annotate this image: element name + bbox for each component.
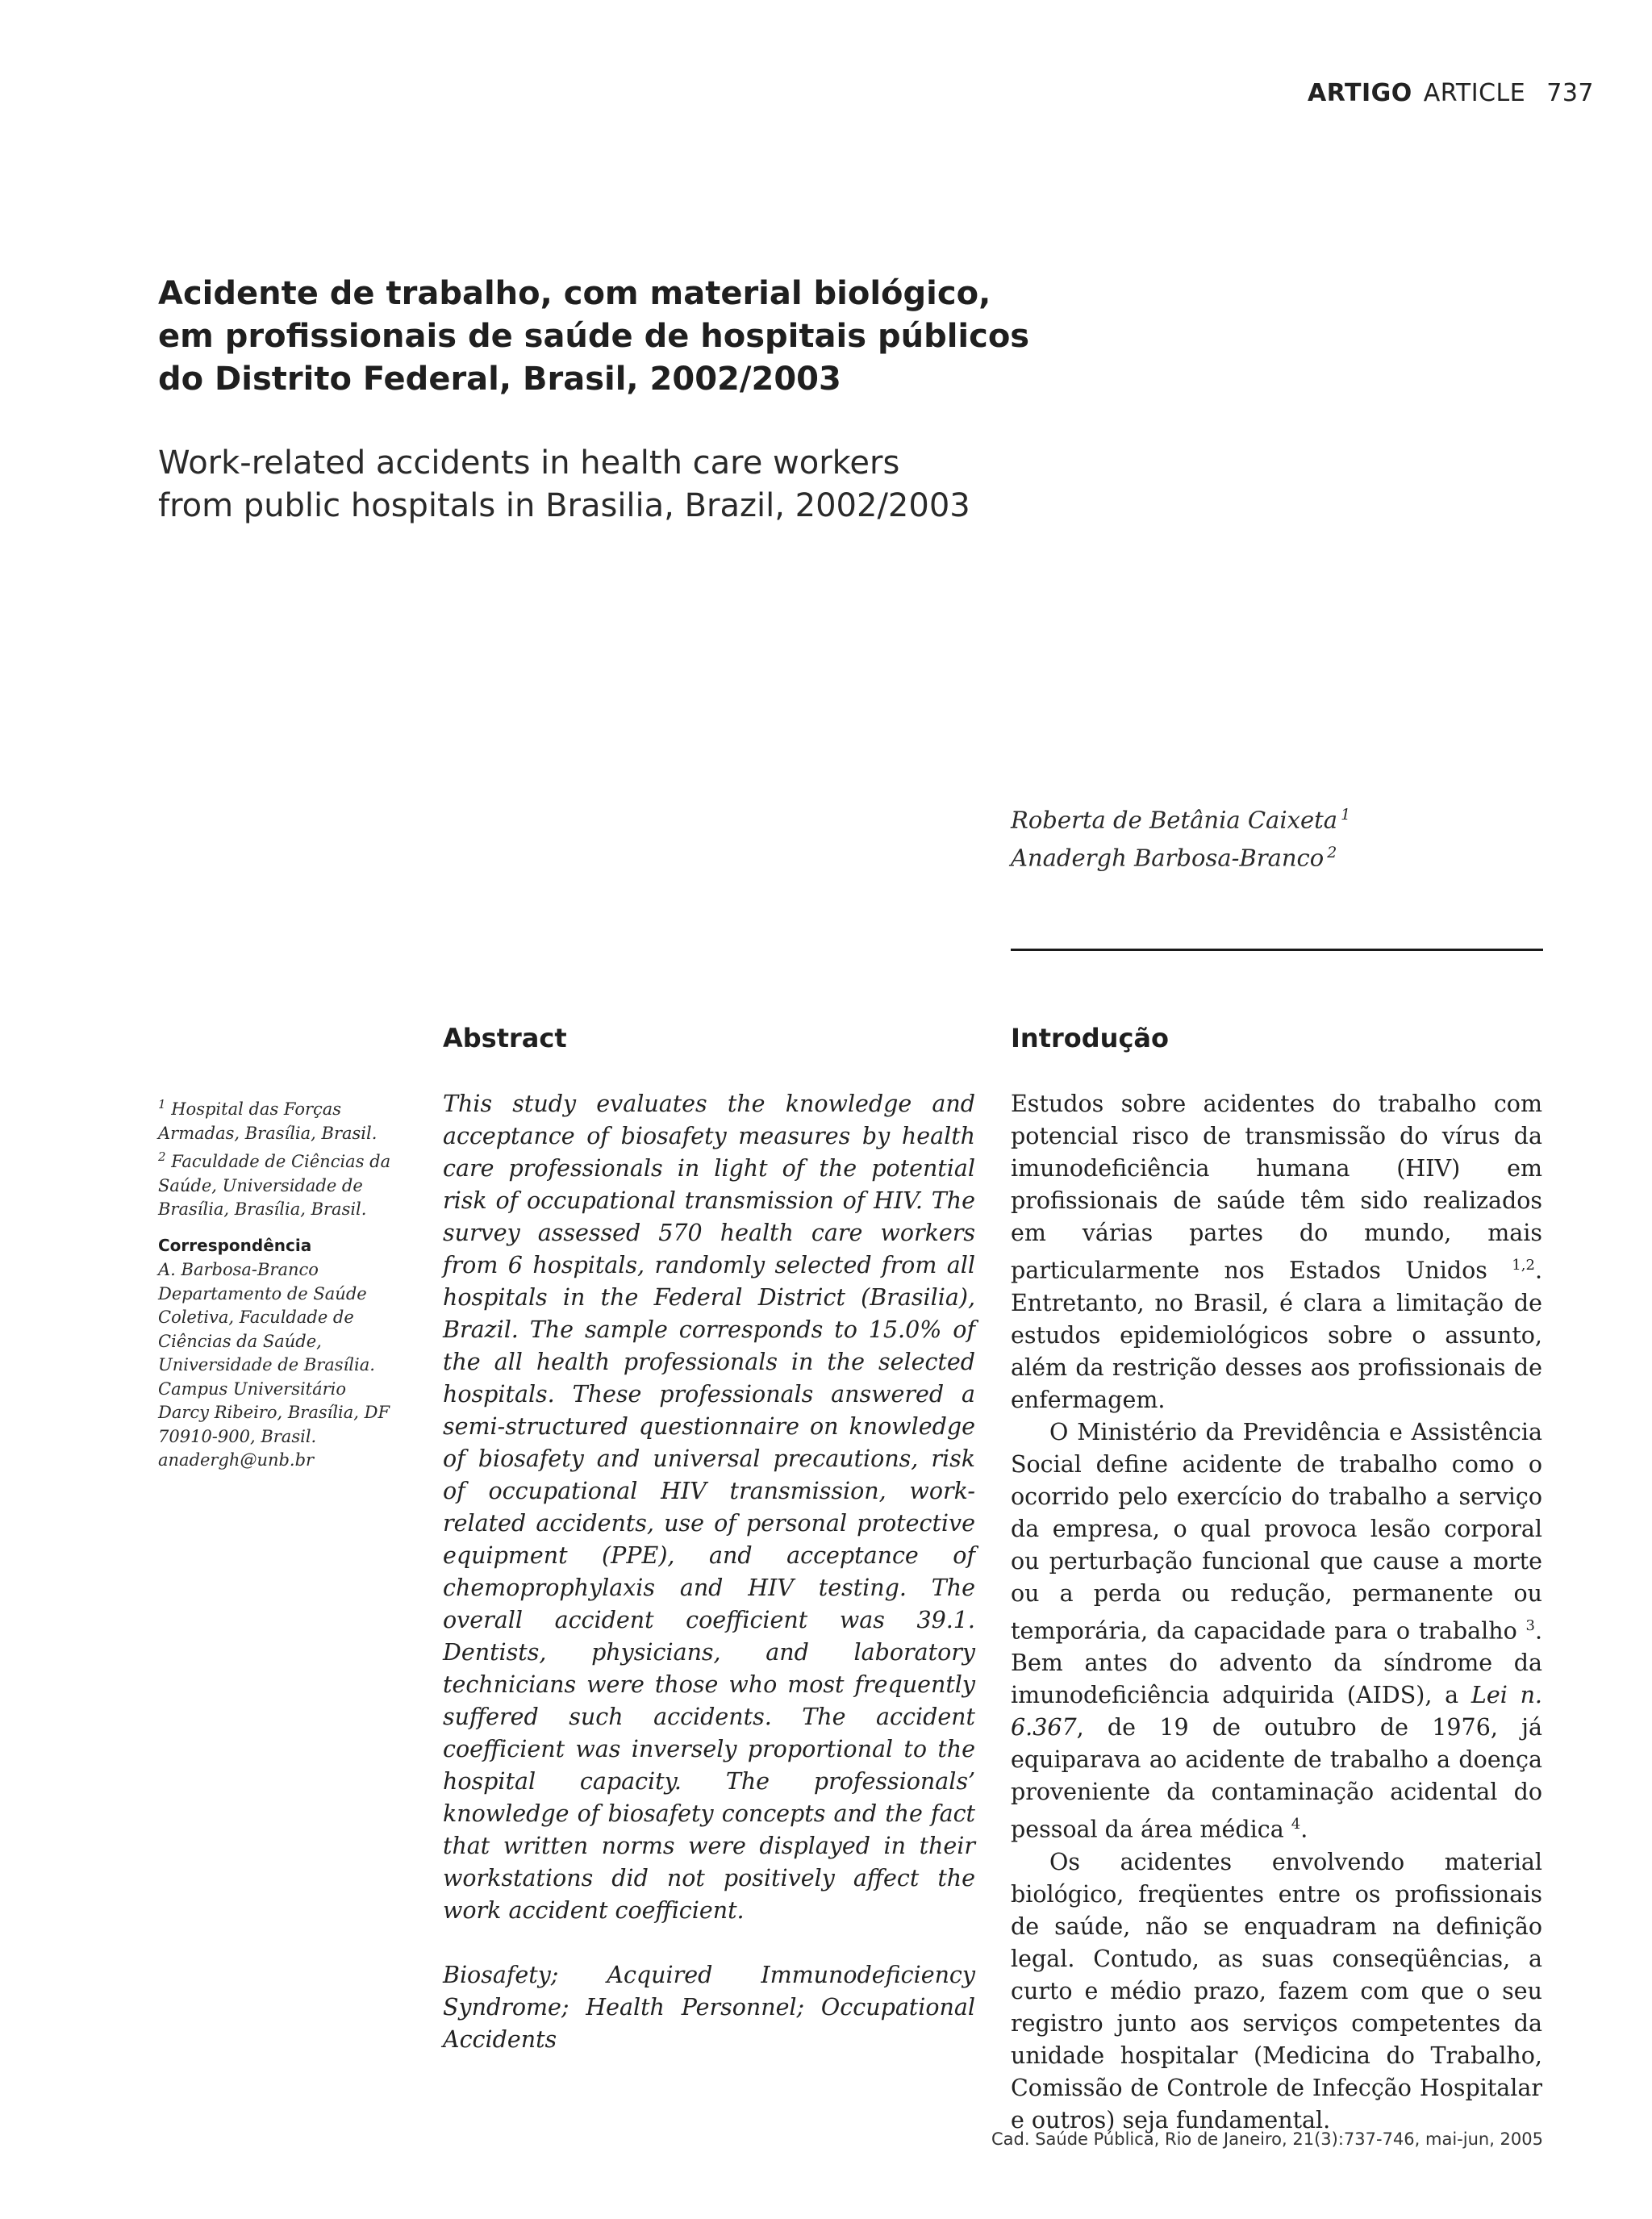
abstract-text: This study evaluates the knowledge and acceptance of biosafety measures by health care professionals in light of the potential risk of occupational transmission of HIV. The survey assessed 570 health care workers from 6 hospitals, randomly selected from all hospitals in the Federal District (Brasilia), Brazil. The sample corresponds to 15.0% of the all health professionals in the selected hospitals. These professionals answered a semi-structured questionnaire on knowledge of biosafety and universal precautions, risk of occupational HIV transmission, work-related accidents, use of personal protective equipment (PPE), and acceptance of chemoprophylaxis and HIV testing. The overall accident coefficient was 39.1. Dentists, physicians, and laboratory technicians were those who most frequently suffered such accidents. The accident coefficient was inversely proportional to the hospital capacity. The professionals’ knowledge of biosafety concepts and the fact that written norms were displayed in their workstations did not positively affect the work accident coefficient. (443, 1091, 975, 1924)
page-number: 737 (1546, 79, 1594, 107)
title-en-line: Work-related accidents in health care workers (158, 444, 900, 482)
citation-ref: 4 (1291, 1816, 1301, 1833)
author-entry (1011, 836, 1350, 874)
author-name: Anadergh Barbosa-Branco (1011, 844, 1325, 872)
abstract-heading: Abstract (443, 1023, 567, 1053)
author-affiliation-ref: 2 (1327, 843, 1337, 861)
article-title-en (158, 442, 1086, 528)
section-label-en: ARTICLE (1423, 79, 1526, 107)
affiliations (158, 1093, 400, 1222)
abstract-column (443, 1088, 975, 2056)
introduction-column (1011, 1088, 1542, 2137)
affiliation-2: $^2$ Faculdade de Ciências da Saúde, Universidade de Brasília, Brasília, Brasil. (158, 1149, 391, 1219)
author-entry (1011, 799, 1350, 836)
author-affiliation-ref: 1 (1341, 806, 1351, 824)
journal-citation-footer: Cad. Saúde Pública, Rio de Janeiro, 21(3):737-746, mai-jun, 2005 (991, 2129, 1543, 2149)
title-pt-line: Acidente de trabalho, com material biológico, (158, 275, 991, 312)
divider-rule (1011, 949, 1543, 951)
title-en-line: from public hospitals in Brasilia, Brazil, 2002/2003 (158, 487, 970, 524)
author-list (1011, 799, 1350, 874)
author-name: Roberta de Betânia Caixeta (1011, 806, 1338, 834)
title-pt-line: em profissionais de saúde de hospitais públicos (158, 318, 1030, 355)
affiliation-1: $^1$ Hospital das Forças Armadas, Brasília, Brasil. (158, 1097, 378, 1143)
law-reference: Lei n. 6.367 (1011, 1682, 1542, 1741)
section-label-pt: ARTIGO (1308, 79, 1412, 107)
correspondence-heading: Correspondência (158, 1236, 312, 1255)
title-pt-line: do Distrito Federal, Brasil, 2002/2003 (158, 361, 841, 398)
intro-paragraph: Os acidentes envolvendo material biológico, freqüentes entre os profissionais de saúde, não se enquadram na definição legal. Contudo, as suas conseqüências, a curto e médio prazo, fazem com que o seu registro junto aos serviços competentes da unidade hospitalar (Medicina do Trabalho, Comissão de Controle de Infecção Hospitalar e outros) seja fundamental. (1011, 1848, 1542, 2133)
introduction-heading: Introdução (1011, 1023, 1169, 1053)
correspondence-address: A. Barbosa-Branco Departamento de Saúde Coletiva, Faculdade de Ciências da Saúde, Universidade de Brasília. Campus Universitário Darcy Ribeiro, Brasília, DF 70910-900, Brasil. anadergh@unb.br (158, 1260, 390, 1470)
intro-paragraph: Estudos sobre acidentes do trabalho com potencial risco de transmissão do vírus da imunodeficiência humana (HIV) em profissionais de saúde têm sido realizados em várias partes do mundo, mais particularmente nos Estados Unidos $^{1,2}$. Entretanto, no Brasil, é clara a limitação de estudos epidemiológicos sobre o assunto, além da restrição desses aos profissionais de enfermagem. (1011, 1091, 1542, 1413)
citation-ref: 1,2 (1512, 1257, 1535, 1274)
article-title-pt (158, 273, 1045, 401)
intro-paragraph: O Ministério da Previdência e Assistência Social define acidente de trabalho como o ocorrido pelo exercício do trabalho a serviço da empresa, o qual provoca lesão corporal ou perturbação funcional que cause a morte ou a perda ou redução, permanente ou temporária, da capacidade para o trabalho $^3$. Bem antes do advento da síndrome da imunodeficiência adquirida (AIDS), a Lei n. 6.367, de 19 de outubro de 1976, já equiparava ao acidente de trabalho a doença proveniente da contaminação acidental do pessoal da área médica $^4$. (1011, 1418, 1542, 1843)
running-header (1308, 79, 1594, 107)
keywords: Biosafety; Acquired Immunodeficiency Syndrome; Health Personnel; Occupational Accidents (443, 1962, 975, 2053)
citation-ref: 3 (1525, 1616, 1535, 1634)
